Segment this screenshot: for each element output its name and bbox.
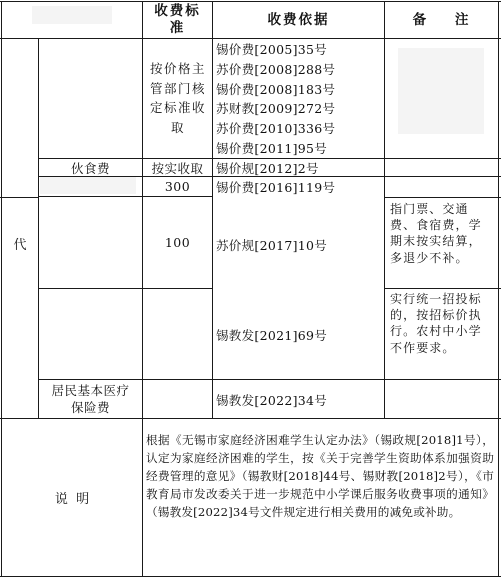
col-rule [212, 1, 213, 418]
row-rule [0, 576, 501, 577]
col-rule [498, 1, 499, 577]
item-medical-insurance: 居民基本医疗保险费 [51, 383, 130, 415]
col-rule [384, 1, 385, 418]
basis-line: 苏价费[2008]288号 [216, 62, 336, 77]
remark-100: 指门票、交通费、食宿费，学期末按实结算，多退少不补。 [390, 202, 482, 265]
row-rule [38, 288, 212, 289]
standard-300: 300 [164, 179, 191, 194]
basis-education: 锡教发[2021]69号 [216, 328, 328, 343]
basis-line: 苏财教[2009]272号 [216, 101, 336, 116]
header-remark: 备 注 [412, 11, 471, 28]
basis-medical: 锡教发[2022]34号 [216, 393, 328, 408]
redacted-remark-block [398, 48, 484, 134]
basis-line: 锡价费[2008]183号 [216, 82, 336, 97]
basis-meals: 锡价规[2012]2号 [216, 161, 319, 176]
basis-line: 锡价费[2005]35号 [216, 42, 328, 57]
col-rule [142, 1, 143, 577]
basis-line: 锡价费[2011]95号 [216, 141, 328, 156]
header-standard: 收费标准 [154, 3, 201, 36]
item-meals: 伙食费 [70, 160, 110, 176]
explanation-text: 根据《无锡市家庭经济困难学生认定办法》（锡政规[2018]1号），认定为家庭经济困难的学生，按《关于完善学生资助体系加强资助经费管理的意见》（锡教财[2018]44号、锡财教[2018]2号），《市教育局市发改委关于进一步规范中小学课后服务收费事项的通知》（锡教发[2022]34号文件规定进行相关费用的减免或补助。 [146, 433, 494, 519]
row-rule [384, 288, 501, 289]
basis-line: 苏价费[2010]336号 [216, 121, 336, 136]
standard-meals: 按实收取 [151, 160, 204, 176]
standard-price-control: 按价格主管部门核定标准收取 [149, 61, 206, 135]
redacted-item-cell [40, 176, 136, 194]
remark-education: 实行统一招投标的，按招标价执行。农村中小学不作要求。 [390, 292, 482, 355]
basis-100: 苏价规[2017]10号 [216, 238, 328, 253]
explanation-label: 说 明 [54, 492, 90, 507]
col-rule [38, 38, 39, 418]
row-rule [384, 197, 501, 198]
category-label: 代 [13, 237, 27, 253]
standard-100: 100 [164, 235, 191, 250]
header-basis: 收费依据 [267, 11, 330, 28]
redacted-header-cell [32, 6, 112, 24]
row-rule [0, 38, 501, 39]
basis-300: 锡价费[2016]119号 [216, 180, 336, 195]
